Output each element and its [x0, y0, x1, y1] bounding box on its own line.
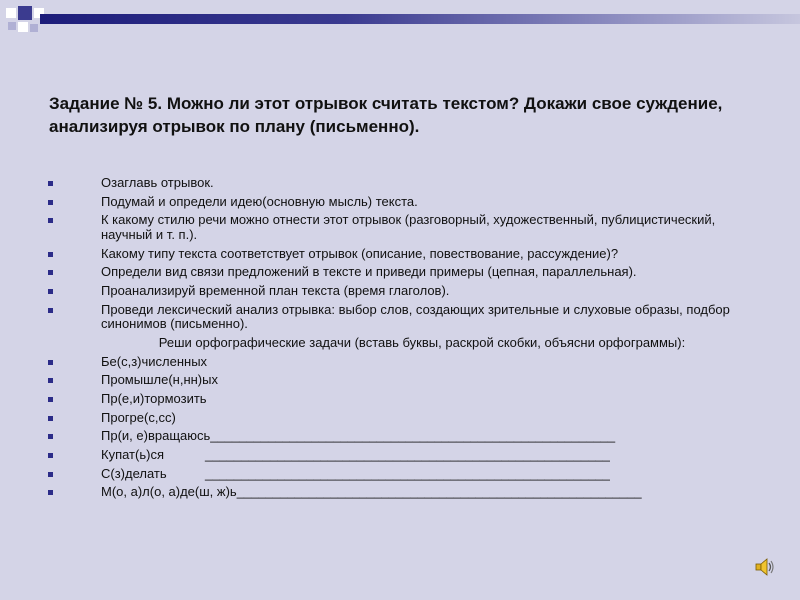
- item-text: Определи вид связи предложений в тексте и приведи примеры (цепная, параллельная).: [101, 264, 637, 280]
- spelling-word: Пр(и, е)вращаюсь: [101, 428, 211, 444]
- answer-line: ________________________________________________________: [210, 428, 616, 444]
- bullet-icon: [48, 360, 53, 365]
- deco-square: [18, 22, 28, 32]
- bullet-icon: [48, 490, 53, 495]
- item-text: Какому типу текста соответствует отрывок (описание, повествование, рассуждение)?: [101, 245, 619, 261]
- item-text: К какому стилю речи можно отнести этот отрывок (разговорный, художественный, публицистический, научный и т. п.).: [101, 212, 716, 242]
- answer-line: ________________________________________________________: [205, 465, 610, 481]
- spelling-word: Бе(с,з)численных: [101, 353, 208, 369]
- answer-line: ________________________________________________________: [236, 484, 642, 500]
- spelling-word: Пр(е,и)тормозить: [101, 390, 207, 406]
- bullet-icon: [48, 434, 53, 439]
- list-item: [48, 247, 748, 262]
- spelling-item: [48, 485, 748, 500]
- item-text: Озаглавь отрывок.: [101, 175, 214, 190]
- spelling-word: Промышле(н,нн)ых: [101, 372, 218, 388]
- bullet-icon: [48, 378, 53, 383]
- list-item: [48, 176, 748, 191]
- answer-line: ________________________________________________________: [205, 446, 610, 462]
- speaker-icon[interactable]: [754, 556, 776, 578]
- item-text: Проведи лексический анализ отрывка: выбор слов, создающих зрительные и слуховые образы, подбор синонимов (письменно).: [101, 301, 730, 332]
- spelling-word: М(о, а)л(о, а)де(ш, ж)ь: [101, 484, 237, 500]
- deco-square: [8, 22, 16, 30]
- deco-square: [6, 8, 16, 18]
- spelling-word: Купат(ь)ся: [101, 446, 164, 462]
- spelling-word: Прогре(с,сс): [101, 409, 176, 425]
- bullet-icon: [48, 472, 53, 477]
- bullet-icon: [48, 416, 53, 421]
- spelling-intro: [48, 336, 748, 351]
- list-item: [48, 195, 748, 210]
- slide-title: Задание № 5. Можно ли этот отрывок считать текстом? Докажи свое суждение, анализируя отрывок по плану (письменно).: [49, 94, 723, 136]
- list-item: [48, 213, 748, 242]
- bullet-icon: [48, 308, 53, 313]
- spelling-item: [48, 373, 748, 388]
- item-text: Проанализируй временной план текста (время глаголов).: [101, 282, 450, 298]
- spelling-item: [48, 355, 748, 370]
- deco-square: [30, 24, 38, 32]
- list-item: [48, 303, 748, 332]
- item-text: Подумай и определи идею(основную мысль) текста.: [101, 193, 418, 209]
- spelling-item: [48, 467, 748, 482]
- bullet-icon: [48, 397, 53, 402]
- header-bar: [40, 14, 800, 24]
- list-item: [48, 265, 748, 280]
- spelling-intro-text: Реши орфографические задачи (вставь буквы, раскрой скобки, объясни орфограммы):: [158, 334, 686, 350]
- bullet-icon: [48, 289, 53, 294]
- bullet-icon: [48, 252, 53, 257]
- bullet-icon: [48, 181, 53, 186]
- spelling-item: [48, 448, 748, 463]
- deco-square: [18, 6, 32, 20]
- task-list: [48, 176, 748, 504]
- spelling-word: С(з)делать: [101, 465, 167, 481]
- spelling-item: [48, 392, 748, 407]
- spelling-item: [48, 411, 748, 426]
- header-decoration: [0, 0, 800, 38]
- bullet-icon: [48, 200, 53, 205]
- bullet-icon: [48, 218, 53, 223]
- spelling-item: [48, 429, 748, 444]
- list-item: [48, 284, 748, 299]
- bullet-icon: [48, 453, 53, 458]
- bullet-icon: [48, 270, 53, 275]
